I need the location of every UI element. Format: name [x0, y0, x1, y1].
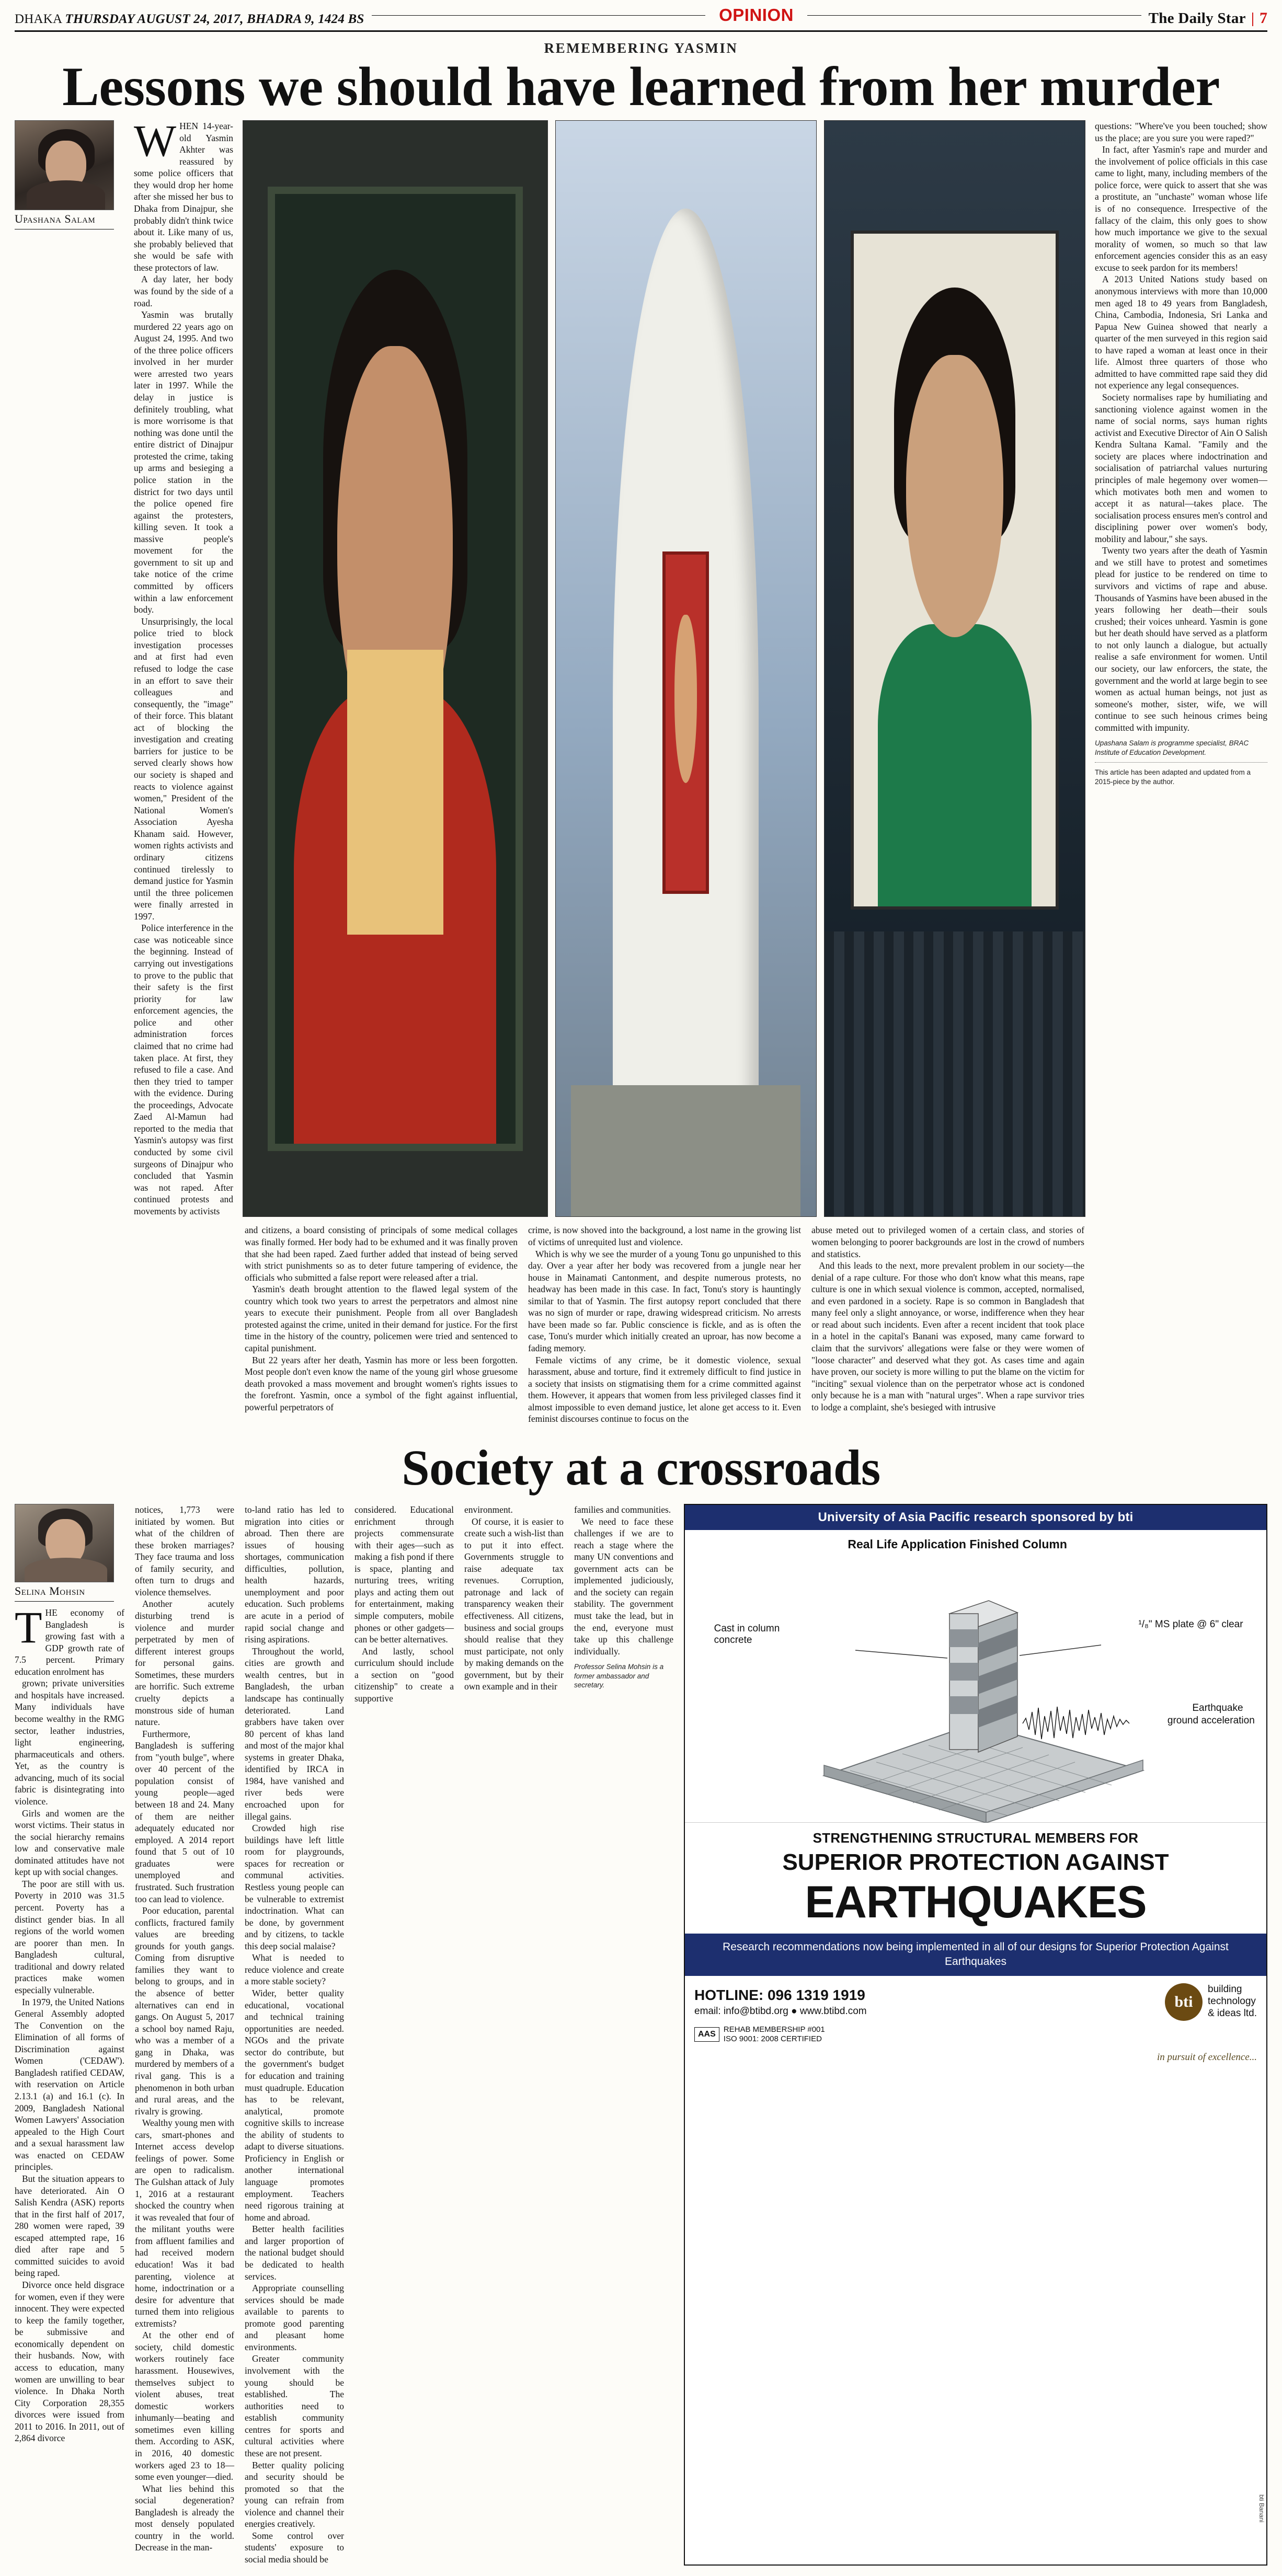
dropcap: W: [134, 116, 177, 166]
paragraph: Throughout the world, cities are growth and wealth centres, but in Bangladesh, the urban landscape has continually deteriorated. Land grabbers have taken over 80 percent of khas land and most of the major khal systems in greater Dhaka, identified by IRCA in 1984, have vanished and river beds were encroached upon for illegal gains.: [245, 1646, 344, 1822]
masthead-dateline: [15, 12, 364, 27]
article1-top: [15, 116, 1267, 1217]
bti-logo: [1165, 1983, 1257, 2021]
photo-group: [243, 120, 1085, 1217]
paragraph: Some control over students' exposure to social media should be: [245, 2530, 344, 2565]
ad-tagline-2: SUPERIOR PROTECTION AGAINST: [782, 1849, 1169, 1875]
paragraph: Wealthy young men with cars, smart-phones and Internet access develop feelings of power. Some are open to radicalism. The Gulshan attack of July 1, 2016 at a restaurant shocked the country when it was revealed that four of the militant youths were from affluent families and had received modern education! Was it bad parenting, violence at home, indoctrination or a desire for adventure that turned them into religious extremists?: [135, 2118, 234, 2329]
paragraph: Yasmin was brutally murdered 22 years ago on August 24, 1995. And two of the three police officers involved in her murder were arrested two years later in 1997. While the delay in justice is definitely troubling, what is more worrisome is that nothing was done until the entire district of Dinajpur protested the crime, taking up arms and besieging a police station in the district for two days until the police opened fire against the protesters, killing seven. It took a massive people's movement for the government to sit up and take notice of the crime committed by officers within a law enforcement body.: [134, 309, 233, 615]
article2-column-2: [135, 1504, 234, 2566]
ad-label-ms-plate: ¹/₈" MS plate @ 6" clear: [1138, 1618, 1243, 1630]
article1-column-3: [528, 1224, 801, 1425]
photo-yasmin-memorial: [555, 120, 817, 1217]
article2-body: [15, 1504, 1267, 2566]
paragraph: Wider, better quality educational, vocational and technical training opportunities are needed. NGOs and the private sector do contribute, but the government's budget for education and training must quadruple. Education has to be relevant, analytical, promote cognitive skills to increase the ability of students to adapt to diverse situations. Proficiency in English or another international language promotes employment. Teachers need rigorous training at home and abroad.: [245, 1988, 344, 2223]
masthead-date: THURSDAY AUGUST 24, 2017, BHADRA 9, 1424 BS: [65, 12, 364, 26]
ad-label-cast-column: Cast in column concrete: [714, 1623, 780, 1646]
article1-lead-column: [134, 116, 233, 1217]
paragraph: considered. Educational enrichment through projects commensurate with their ages—such as making a fish pond if there is space, planting and nurturing trees, writing plays and acting them out for entertainment, making simple computers, mobile phones or other gadgets—can be better alternatives.: [354, 1504, 454, 1645]
advertisement[interactable]: [684, 1504, 1267, 2566]
paragraph: But the situation appears to have deteriorated. Ain O Salish Kendra (ASK) reports that in the first half of 2017, 280 women were raped, 39 escaped attempted rape, 16 died after rape and 5 committed suicides to avoid being raped.: [15, 2173, 124, 2279]
paragraph: A 2013 United Nations study based on anonymous interviews with more than 10,000 men aged 18 to 49 years from Bangladesh, China, Cambodia, Indonesia, Sri Lanka and Papua New Guinea showed that nearly a quarter of the men surveyed in this region said to have raped a woman at least once in their life. Almost three quarters of those who admitted to have committed rape said they did not experience any legal consequences.: [1095, 274, 1267, 391]
author-column: [15, 120, 124, 1217]
paragraph: Police interference in the case was noticeable since the beginning. Instead of carrying out investigations to prove to the public that their safety is the first priority for law enforcement agencies, the police and other administration forces claimed that no crime had taken place. At first, they refused to file a case. And then they tried to tamper with the evidence. During the proceedings, Advocate Zaed Al-Mamun had reported to the media that Yasmin's autopsy was first conducted by some civil surgeons of Dinajpur who concluded that Yasmin was not raped. After continued protests and movements by activists: [134, 923, 233, 1216]
ad-label-earthquake: Earthquake: [1192, 1702, 1243, 1714]
dropcap-2: T: [15, 1602, 42, 1652]
paragraph: What lies behind this social degeneration? Bangladesh is already the most densely populated country in the world. Decrease in the man-: [135, 2483, 234, 2553]
cert-line-1: REHAB MEMBERSHIP #001: [723, 2025, 825, 2034]
bti-logo-line-1: building: [1208, 1984, 1242, 1995]
ad-slogan: in pursuit of excellence...: [1157, 2052, 1257, 2063]
section-header: [372, 5, 1141, 25]
paragraph: What is needed to reduce violence and create a more stable society?: [245, 1952, 344, 1987]
paragraph: environment.: [464, 1504, 513, 1515]
ad-label-ground-acceleration: ground acceleration: [1167, 1715, 1255, 1726]
spacer-col: [15, 1224, 124, 1425]
author2-name: Selina Mohsin: [15, 1582, 114, 1602]
author-photo: [15, 120, 114, 210]
paragraph: Better quality policing and security should be promoted so that the young can refrain from violence and channel their energies creatively.: [245, 2459, 344, 2529]
article1-continuation: [15, 1224, 1267, 1425]
masthead: [15, 0, 1267, 32]
article2-lead-paragraph: [15, 1602, 124, 1677]
paragraph: Society normalises rape by humiliating and sanctioning violence against women in the name of social norms, says human rights activist and Executive Director of Ain O Salish Kendra Sultana Kamal. "Family and the society are places where indoctrination and socialisation of patriarchal values nurturing principles of male hegemony over women—which motivates both men and women to accept it as natural—takes place. The socialisation process ensures men's control and disciplining power over women's body, mobility and labour," she says.: [1095, 392, 1267, 544]
article2-column-5: [464, 1504, 564, 2566]
ad-diagram-title: Real Life Application Finished Column: [848, 1537, 1067, 1551]
paragraph: Greater community involvement with the young should be established. The authorities need to establish community centres for sports and cultural activities where these are not present.: [245, 2353, 344, 2458]
paragraph: Twenty two years after the death of Yasmin and we still have to protest and sometimes plead for justice to be rendered on time to survivors and victims of rape and abuse. Thousands of Yasmins have been abused in the years following her death—their souls crushed; their voices unheard. Yasmin is gone but her death should have served as a platform to not only launch a dialogue, but actually realise a safe environment for women. Until our society, our law enforcers, the state, the government and the world at large begin to see women as actual human beings, not just as someone's mother, sister, wife, we will continue to see such heinous crimes being committed with impunity.: [1095, 545, 1267, 733]
lead-text-2: HE economy of Bangladesh is growing fast with a GDP growth rate of 7.5 percent. Primary education enrolment has: [15, 1607, 124, 1677]
paragraph: grown; private universities and hospitals have increased. Many individuals have become wealthy in the RMG sector, leather industries, light engineering, pharmaceuticals and others. Yet, as the country is advancing, much of its social fabric is disintegrating into violence.: [15, 1678, 124, 1807]
article2-column-3: [245, 1504, 344, 2566]
divider: [1095, 762, 1267, 763]
photo-yasmin-portrait: [243, 120, 548, 1217]
masthead-divider: |: [1251, 10, 1254, 27]
paragraph: Unsurprisingly, the local police tried to block investigation processes and at first had even refused to lodge the case in an effort to save their colleagues and consequently, the "image" of their force. This blatant act of blocking the investigation and creating barriers for justice to be served clearly shows how our society is shaped and reacts to violence against women," President of the National Women's Association Ayesha Khanam said. However, women rights activists and ordinary citizens continued tirelessly to demand justice for Yasmin until the three policemen were finally arrested in 1997.: [134, 616, 233, 922]
photo-protest-banner: [824, 120, 1085, 1217]
article2-column-4: [354, 1504, 454, 2566]
lead-text: HEN 14-year-old Yasmin Akhter was reassured by some police officers that they would drop her home after she missed her bus to Dhaka from Dinajpur, she probably didn't think twice about it. Like many of us, she probably believed that she would be safe with these protectors of law.: [134, 121, 233, 273]
paragraph: And lastly, school curriculum should include a section on "good citizenship" to create a supportive: [354, 1646, 454, 1704]
source-note: This article has been adapted and updated from a 2015-piece by the author.: [1095, 768, 1251, 786]
ad-footer: [685, 1976, 1266, 2025]
section-name: OPINION: [705, 5, 807, 25]
article2-author-column: [15, 1504, 124, 2566]
paragraph: families and communities.: [574, 1504, 671, 1515]
paragraph: In fact, after Yasmin's rape and murder and the involvement of police officials in this case came to light, many, including members of the police force, were quick to assert that she was a prostitute, an "unchaste" woman whose life is of no consequence. Irrespective of the fallacy of the claim, this only goes to show how much importance we give to the sexual morality of women, so much so that law enforcement agencies consider this as an easy excuse to seek pardon for its members!: [1095, 144, 1267, 273]
bti-logo-line-3: & ideas ltd.: [1208, 2008, 1257, 2019]
paragraph: Crowded high rise buildings have left little room for playgrounds, spaces for recreation or communal activities. Restless young people can be vulnerable to extremist indoctrination. What can be done, by government and by citizens, to tackle this deep social malaise?: [245, 1823, 344, 1951]
ad-diagram: [685, 1530, 1266, 1823]
ad-band-text: Research recommendations now being implemented in all of our designs for Superior Protection Against Earthquakes: [685, 1934, 1266, 1976]
paragraph: And this leads to the next, more prevalent problem in our society—the denial of a rape culture. For those who don't know what this means, rape culture is one in which sexual violence is common, accepted, normalised, and even pardoned in a society. Rape is so common in Bangladesh that many feel only a slight annoyance, or worse, indifference when they hear or read about such incidents. Even after a recent incident that took place in a hotel in the capital's Banani was exposed, many came forward to claim that the survivors' allegations were false or they were women of "loose character" and deserved what they got. As cases time and again have proven, our society is more willing to put the blame on the victim for "inciting" sexual violence than on the perpetrator whose act is condoned only because he is a man with "natural urges". When a rape survivor tries to lodge a complaint, she's besieged with intrusive: [811, 1260, 1084, 1412]
paragraph: to-land ratio has led to migration into cities or abroad. Then there are issues of housing shortages, communication difficulties, pollution, health hazards, unemployment and poor education. Such problems are acute in a period of rapid social change and rising aspirations.: [245, 1504, 344, 1645]
paragraph: In 1979, the United Nations General Assembly adopted The Convention on the Elimination of all forms of Discrimination against Women ('CEDAW'). Bangladesh ratified CEDAW, with reservation on Article 2.13.1 (a) and 16.1 (c). In 2009, Bangladesh National Women Lawyers' Association appealed to the High Court and a sexual harassment law was enacted on CEDAW principles.: [15, 1996, 124, 2172]
paragraph: notices, 1,773 were initiated by women. But what of the children of these broken marriages? They face trauma and loss of family security, and often turn to drugs and violence themselves.: [135, 1504, 234, 1597]
bti-logo-mark: bti: [1165, 1983, 1203, 2021]
article1-right-column: [1095, 120, 1267, 1217]
paragraph: A day later, her body was found by the side of a road.: [134, 274, 233, 308]
paragraph: crime, is now shoved into the background, a lost name in the growing list of victims of unrequited lust and violence.: [528, 1225, 801, 1247]
cert-line-2: ISO 9001: 2008 CERTIFIED: [723, 2034, 822, 2044]
bti-logo-text: [1208, 1984, 1257, 2019]
article1-column-2: [245, 1224, 518, 1425]
paragraph: Another acutely disturbing trend is violence and murder perpetrated by men of different interest groups for personal gains. Sometimes, these murders are horrific. Such extreme cruelty depicts a monstrous side of human nature.: [135, 1598, 234, 1728]
lead-paragraph: [134, 116, 233, 273]
spacer-col-2: [135, 1224, 234, 1425]
paragraph: Furthermore, Bangladesh is suffering from "youth bulge", where over 40 percent of the population consist of young people—aged between 18 and 24. Many of them are neither adequately educated nor employed. A 2014 report found that 5 out of 10 graduates were unemployed and frustrated. Such frustration too can lead to violence.: [135, 1728, 234, 1904]
author-bio-note: Upashana Salam is programme specialist, BRAC Institute of Education Development.: [1095, 739, 1249, 756]
paragraph: and citizens, a board consisting of principals of some medical collages was finally formed. Her body had to be exhumed and it was finally proven that she had been raped. Zaed further added that instead of being served with strict punishments so as to deter future tampering of evidence, the officials who submitted a false report were released after a trial.: [245, 1225, 518, 1283]
article1-column-4: [811, 1224, 1084, 1425]
ad-certifications: [685, 2025, 1266, 2052]
paragraph: Better health facilities and larger proportion of the national budget should be dedicated to health services.: [245, 2224, 344, 2282]
paragraph: The poor are still with us. Poverty in 2010 was 31.5 percent. Poverty has a distinct gender bias. In all regions of the world women are poorer than men. In Bangladesh cultural, traditional and dowry related practices make women especially vulnerable.: [15, 1878, 124, 1995]
paragraph: Girls and women are the worst victims. Their status in the social hierarchy remains low and conservative male dominated attitudes have not kept up with social changes.: [15, 1808, 124, 1878]
author-name: Upashana Salam: [15, 210, 114, 229]
spacer-col-right: [1095, 1224, 1267, 1425]
ad-hotline[interactable]: HOTLINE: 096 1319 1919: [694, 1986, 865, 2003]
ad-header: University of Asia Pacific research sponsored by bti: [685, 1505, 1266, 1530]
paragraph: Yasmin's death brought attention to the flawed legal system of the country which took two years to arrest the perpetrators and almost nine years to execute their punishment. People from all over Bangladesh protested against the crime, united in their demand for justice. For the first time in the history of the country, policemen were tried and sentenced to capital punishment.: [245, 1284, 518, 1354]
article2-headline: Society at a crossroads: [402, 1439, 880, 1496]
author2-bio-note: Professor Selina Mohsin is a former ambassador and secretary.: [574, 1663, 664, 1689]
bti-logo-line-2: technology: [1208, 1996, 1256, 2007]
ad-diagram-graphic: [685, 1551, 1266, 1823]
article-kicker: REMEMBERING YASMIN: [544, 40, 738, 56]
ad-tagline-1: STRENGTHENING STRUCTURAL MEMBERS FOR: [812, 1830, 1139, 1846]
page-number: 7: [1260, 9, 1267, 27]
ad-side-credit: bti Banani: [1258, 2494, 1265, 2523]
paper-title: The Daily Star: [1148, 10, 1246, 27]
paragraph: Of course, it is easier to create such a wish-list than to put it into effect. Governments struggle to raise adequate tax revenues. Corruption, patronage and lack of transparency weaken their effectiveness. All citizens, business and social groups should realise that they must participate, not only by making demands on the government, but by their own example and in their: [464, 1516, 564, 1692]
article-headline: Lessons we should have learned from her murder: [62, 56, 1220, 117]
paragraph: Divorce once held disgrace for women, even if they were innocent. They were expected to keep the family together, be submissive and economically dependent on their husbands. Now, with access to education, many women are unwilling to bear violence. In Dhaka North City Corporation 28,355 divorces were issued from 2011 to 2016. In 2011, out of 2,864 divorce: [15, 2280, 124, 2444]
paragraph: At the other end of society, child domestic workers routinely face harassment. Housewives, themselves subject to violent abuses, treat domestic workers inhumanly—beating and sometimes even killing them. According to ASK, in 2016, 40 domestic workers aged 23 to 18—some even younger—died.: [135, 2330, 234, 2482]
paragraph: questions: "Where've you been touched; show us the place; are you sure you were raped?": [1095, 121, 1267, 143]
paragraph: abuse meted out to privileged women of a certain class, and stories of women belonging to poorer backgrounds are lost in the crowd of numbers and statistics.: [811, 1225, 1084, 1259]
article2-column-6: [574, 1504, 673, 2566]
paragraph: Which is why we see the murder of a young Tonu go unpunished to this day. Over a year after her body was recovered from a jungle near her house in Mainamati Cantonment, and despite numerous protests, no headway has been made in this case. In fact, Tonu's story is hauntingly similar to that of Yasmin. The first autopsy report concluded that there was no sign of murder or rape, drawing widespread criticism. No arrests have been made so far. Public conscience is fickle, and as is often the case, Tonu's murder which initially created an uproar, has now become a fading memory.: [528, 1248, 801, 1354]
masthead-city: DHAKA: [15, 12, 62, 26]
paragraph: But 22 years after her death, Yasmin has more or less been forgotten. Most people don't even know the name of the young girl whose gruesome death provoked a mass movement and brought women's rights issues to the forefront. Yasmin, once a symbol of the fight against influential, powerful perpetrators of: [245, 1354, 518, 1412]
masthead-brand: [1149, 9, 1267, 27]
rehab-badge: AAS: [694, 2027, 719, 2042]
ad-tagline-3: EARTHQUAKES: [805, 1877, 1147, 1927]
paragraph: Female victims of any crime, be it domestic violence, sexual harassment, abuse and torture, find it extremely difficult to find justice in a society that insists on stigmatising them for a crime committed against them. However, it appears that women from less privileged classes find it almost impossible to even demand justice, let alone get access to it. Even feminist discourses continue to focus on the: [528, 1354, 801, 1424]
ad-email[interactable]: email: info@btibd.org ● www.btibd.com: [694, 2005, 867, 2017]
paragraph: Poor education, parental conflicts, fractured family values are breeding grounds for youth gangs. Coming from disruptive families they want to belong to groups, and in the absence of better alternatives can end in gangs. On August 5, 2017 a school boy named Raju, who was a member of a gang in Dhaka, was murdered by members of a rival gang. This is a phenomenon in both urban and rural areas, and the rivalry is growing.: [135, 1905, 234, 2117]
paragraph: Appropriate counselling services should be made available to parents to promote good parenting and pleasant home environments.: [245, 2283, 344, 2352]
paragraph: We need to face these challenges if we are to reach a stage where the many UN conventions and government acts can be implemented judiciously, and the society can regain stability. The government must take the lead, but in the end, everyone must take up this challenge individually.: [574, 1516, 673, 1657]
author2-photo: [15, 1504, 114, 1582]
